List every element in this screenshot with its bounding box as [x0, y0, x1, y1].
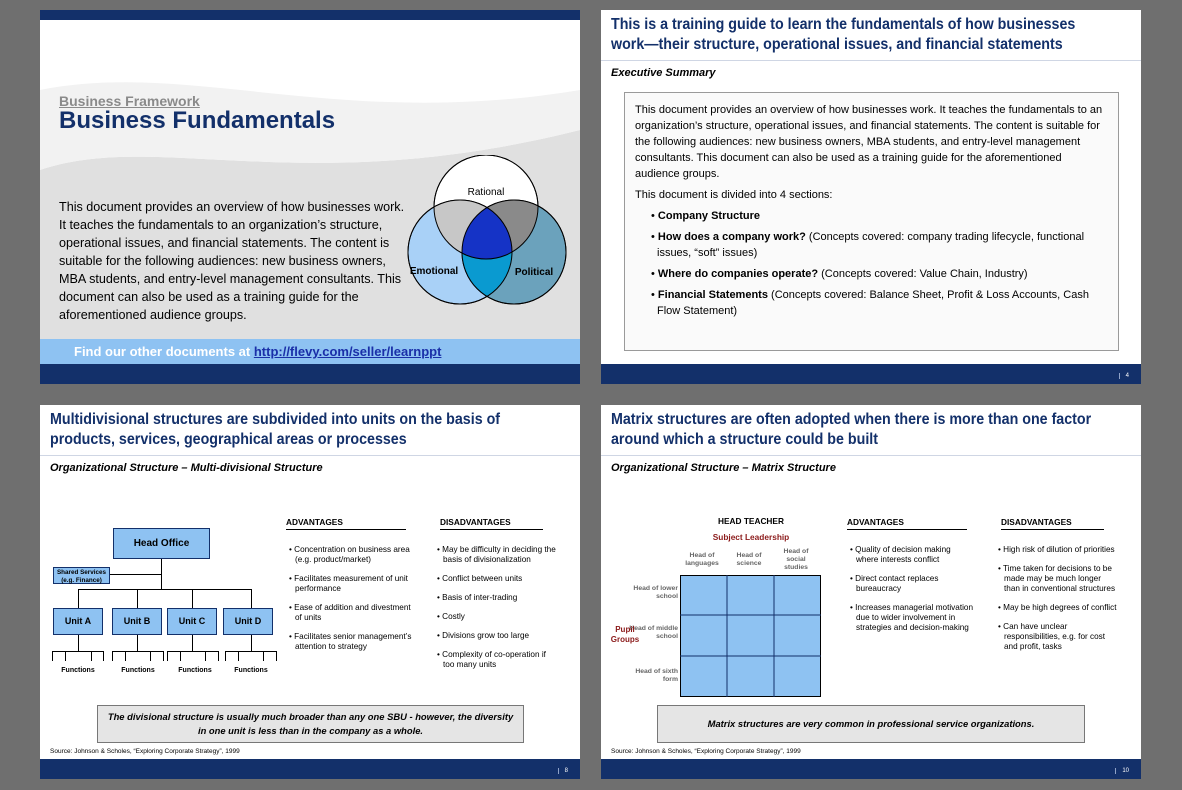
col-head-science: Head of science	[736, 552, 762, 567]
list-item: • Financial Statements (Concepts covered: Balance Sheet, Profit & Loss Accounts, Cash Flow Statement)	[649, 287, 1108, 319]
list-item: • Basis of inter-trading	[436, 593, 556, 603]
source-note: Source: Johnson & Scholes, “Exploring Corporate Strategy”, 1999	[50, 748, 240, 755]
page-number: 8	[558, 768, 568, 774]
intro-text: This document provides an overview of how businesses work. It teaches the fundamentals to an organization’s structure, operational issues, and financial statements. The content is suitable for the following audiences: new business owners, MBA students, and entry-level management consultants. This document can also be used as a training guide for the aforementioned audience groups.	[59, 200, 405, 322]
functions-label: Functions	[61, 667, 95, 674]
footer-bar	[40, 759, 580, 779]
unit-d-box: Unit D	[223, 608, 273, 635]
list-item: • Increases managerial motivation due to wider involvement in strategies and decision-making	[849, 603, 974, 633]
advantages-header: ADVANTAGES	[286, 517, 406, 530]
list-item: • Time taken for decisions to be made may be much longer than in conventional structures	[997, 564, 1119, 594]
footer-bar	[40, 364, 580, 384]
summary-note: Matrix structures are very common in professional service organizations.	[657, 705, 1085, 743]
source-note: Source: Johnson & Scholes, “Exploring Corporate Strategy”, 1999	[611, 748, 801, 755]
page-title: Business Fundamentals	[59, 107, 336, 134]
subject-leadership-label: Subject Leadership	[712, 532, 790, 542]
list-item: • Facilitates measurement of unit performance	[288, 574, 413, 594]
slide-subtitle: Organizational Structure – Matrix Structure	[611, 462, 836, 474]
slide-executive-summary	[601, 10, 1141, 384]
disadvantages-header: DISADVANTAGES	[1001, 517, 1104, 530]
slide-matrix	[601, 405, 1141, 779]
list-item: • May be high degrees of conflict	[997, 603, 1119, 613]
disadvantages-header: DISADVANTAGES	[440, 517, 543, 530]
slide-title: This is a training guide to learn the fundamentals of how businesses work—their structure, operational issues, and financial statements	[611, 16, 1076, 53]
link-line	[74, 344, 441, 359]
venn-label-right: Political	[514, 267, 554, 278]
slide-subtitle: Organizational Structure – Multi-divisional Structure	[50, 462, 323, 474]
page-number: 10	[1115, 768, 1129, 774]
head-teacher-label: HEAD TEACHER	[718, 516, 784, 526]
page-number: 4	[1119, 373, 1129, 379]
list-item: • Conflict between units	[436, 574, 556, 584]
slide-multidivisional	[40, 405, 580, 779]
list-item: • Where do companies operate? (Concepts covered: Value Chain, Industry)	[649, 266, 1108, 282]
sections-intro: This document is divided into 4 sections:	[635, 189, 833, 201]
advantages-list	[849, 545, 974, 642]
title-rule	[601, 60, 1141, 61]
row-head-sixth: Head of sixth form	[635, 668, 678, 683]
venn-label-left: Emotional	[409, 266, 459, 277]
sections-list	[649, 208, 1108, 319]
seller-link[interactable]: http://flevy.com/seller/learnppt	[253, 344, 442, 359]
summary-paragraph: This document provides an overview of how businesses work. It teaches the fundamentals to an organization’s structure, operational issues, and financial statements. The content is suitable for the following audiences: new business owners, MBA students, and entry-level management consultants. This document can also be used as a training guide for the aforementioned audience groups.	[635, 104, 1103, 180]
list-item: • How does a company work? (Concepts covered: company trading lifecycle, functional issues, “soft” issues)	[649, 229, 1108, 261]
unit-a-box: Unit A	[53, 608, 103, 635]
list-item: • Direct contact replaces bureaucracy	[849, 574, 974, 594]
link-prefix: Find our other documents at	[74, 344, 254, 359]
summary-box	[624, 92, 1119, 351]
list-item: • High risk of dilution of priorities	[997, 545, 1119, 555]
head-office-box: Head Office	[113, 528, 210, 559]
matrix-grid	[680, 575, 821, 697]
shared-services-box: Shared Services (e.g. Finance)	[53, 567, 110, 584]
list-item: • May be difficulty in deciding the basis of divisionalization	[436, 545, 556, 565]
list-item: • Company Structure	[649, 208, 1108, 224]
functions-label: Functions	[234, 667, 268, 674]
functions-label: Functions	[121, 667, 155, 674]
list-item: • Concentration on business area (e.g. product/market)	[288, 545, 413, 565]
disadvantages-list	[436, 545, 556, 679]
slide-title: Matrix structures are often adopted when there is more than one factor around which a structure could be built	[611, 411, 1092, 448]
advantages-list	[288, 545, 413, 661]
col-head-languages: Head of languages	[685, 552, 719, 567]
venn-diagram	[400, 155, 580, 340]
title-rule	[601, 455, 1141, 456]
functions-label: Functions	[178, 667, 212, 674]
list-item: • Ease of addition and divestment of units	[288, 603, 413, 623]
unit-c-box: Unit C	[167, 608, 217, 635]
summary-note: The divisional structure is usually much broader than any one SBU - however, the diversity in one unit is less than in the company as a whole.	[97, 705, 524, 743]
supertitle: Business Framework	[59, 93, 200, 109]
list-item: • Facilitates senior management’s attention to strategy	[288, 632, 413, 652]
slide-title-page	[40, 10, 580, 384]
footer-bar	[601, 759, 1141, 779]
title-rule	[40, 455, 580, 456]
venn-label-top: Rational	[467, 187, 505, 198]
advantages-header: ADVANTAGES	[847, 517, 967, 530]
pupil-groups-label: Pupil Groups	[610, 625, 640, 644]
top-bar	[40, 10, 580, 20]
list-item: • Costly	[436, 612, 556, 622]
list-item: • Quality of decision making where interests conflict	[849, 545, 974, 565]
disadvantages-list	[997, 545, 1119, 661]
slide-subtitle: Executive Summary	[611, 67, 716, 79]
list-item: • Complexity of co-operation if too many units	[436, 650, 556, 670]
row-head-lower: Head of lower school	[633, 585, 678, 600]
slide-title: Multidivisional structures are subdivided into units on the basis of products, services, geographical areas or processes	[50, 411, 501, 448]
col-head-social: Head of social studies	[783, 548, 809, 571]
footer-bar	[601, 364, 1141, 384]
unit-b-box: Unit B	[112, 608, 162, 635]
row-head-middle: Head of middle school	[629, 625, 678, 640]
list-item: • Divisions grow too large	[436, 631, 556, 641]
list-item: • Can have unclear responsibilities, e.g. for cost and profit, tasks	[997, 622, 1119, 652]
